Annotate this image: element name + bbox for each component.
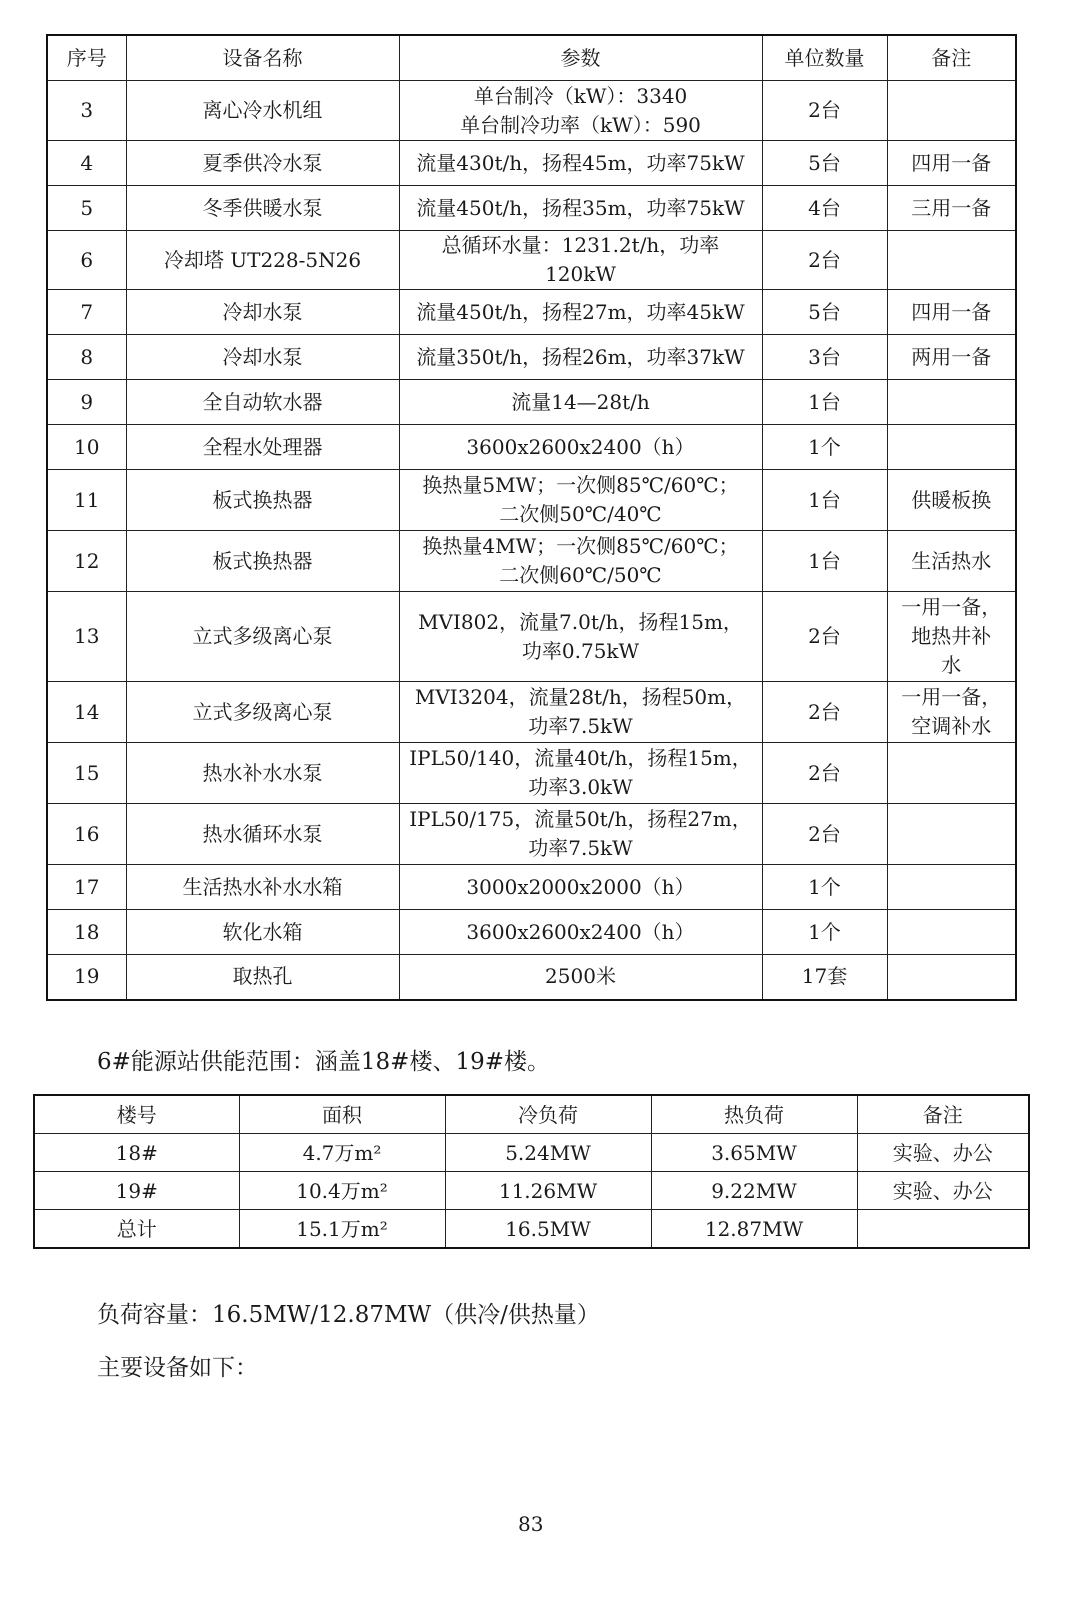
name-cell: 立式多级离心泵: [126, 592, 399, 682]
load-header-area: 面积: [239, 1095, 445, 1134]
table-row: [47, 955, 1016, 1000]
table-row: [47, 81, 1016, 141]
table-row: [47, 290, 1016, 335]
area-cell: 4.7万m²: [239, 1134, 445, 1172]
note-cell-line: 供暖板换: [911, 487, 992, 512]
params-cell: [399, 470, 762, 531]
params-cell: [399, 186, 762, 231]
params-cell: [399, 290, 762, 335]
qty-cell: 17套: [762, 955, 887, 1000]
qty-cell: 2台: [762, 743, 887, 804]
qty-cell: 3台: [762, 335, 887, 380]
building-cell: 总计: [34, 1210, 239, 1249]
cooling-load-cell: 5.24MW: [445, 1134, 651, 1172]
table-row: [47, 186, 1016, 231]
note-cell: [887, 335, 1016, 380]
header-note: 备注: [887, 35, 1016, 81]
name-cell: 全程水处理器: [126, 425, 399, 470]
name-cell: 夏季供冷水泵: [126, 141, 399, 186]
main-equipment-text: 主要设备如下：: [97, 1355, 258, 1381]
params-cell: [399, 592, 762, 682]
no-cell: 6: [47, 231, 126, 290]
params-cell: [399, 804, 762, 865]
equipment-table: [46, 34, 1017, 1001]
building-cell: 18#: [34, 1134, 239, 1172]
params-cell-line: 流量14—28t/h: [511, 389, 650, 414]
header-name: 设备名称: [126, 35, 399, 81]
params-cell: [399, 955, 762, 1000]
cooling-load-cell: 11.26MW: [445, 1172, 651, 1210]
load-header-note: 备注: [857, 1095, 1029, 1134]
qty-cell: 5台: [762, 141, 887, 186]
name-cell: 热水循环水泵: [126, 804, 399, 865]
equipment-header-row: [47, 35, 1016, 81]
name-cell: 取热孔: [126, 955, 399, 1000]
params-cell-line: 换热量4MW；一次侧85℃/60℃；: [422, 534, 739, 558]
no-cell: 10: [47, 425, 126, 470]
no-cell: 4: [47, 141, 126, 186]
load-header-heating: 热负荷: [651, 1095, 857, 1134]
params-cell: [399, 141, 762, 186]
table-row: [47, 910, 1016, 955]
params-cell-line: 总循环水量：1231.2t/h，功率: [441, 233, 720, 257]
params-cell-line: 3000x2000x2000（h）: [466, 874, 695, 899]
params-cell-line: 3600x2600x2400（h）: [466, 434, 695, 459]
params-cell-line: 功率7.5kW: [528, 836, 633, 860]
params-cell: [399, 81, 762, 141]
table-row: [47, 141, 1016, 186]
qty-cell: 1台: [762, 531, 887, 592]
load-header-row: [34, 1095, 1029, 1134]
params-cell-line: MVI3204，流量28t/h，扬程50m，: [414, 685, 747, 709]
params-cell: [399, 910, 762, 955]
params-cell: [399, 425, 762, 470]
cooling-load-cell: 16.5MW: [445, 1210, 651, 1249]
params-cell: [399, 380, 762, 425]
heating-load-cell: 9.22MW: [651, 1172, 857, 1210]
load-capacity-text: 负荷容量：16.5MW/12.87MW（供冷/供热量）: [97, 1302, 600, 1328]
qty-cell: 2台: [762, 81, 887, 141]
name-cell: 冷却水泵: [126, 335, 399, 380]
note-cell: [887, 682, 1016, 743]
params-cell-line: 3600x2600x2400（h）: [466, 919, 695, 944]
table-row: [34, 1210, 1029, 1249]
note-cell: [887, 425, 1016, 470]
note-cell-line: 地热井补: [911, 624, 992, 648]
params-cell-line: 二次侧50℃/40℃: [499, 502, 662, 526]
params-cell-line: IPL50/140，流量40t/h，扬程15m，: [409, 746, 752, 770]
params-cell-line: 2500米: [545, 964, 616, 989]
table-row: [34, 1172, 1029, 1210]
table-row: [47, 231, 1016, 290]
note-cell: [887, 470, 1016, 531]
name-cell: 热水补水水泵: [126, 743, 399, 804]
name-cell: 离心冷水机组: [126, 81, 399, 141]
no-cell: 12: [47, 531, 126, 592]
params-cell: [399, 743, 762, 804]
no-cell: 9: [47, 380, 126, 425]
qty-cell: 2台: [762, 231, 887, 290]
load-header-cooling: 冷负荷: [445, 1095, 651, 1134]
note-cell: 实验、办公: [857, 1172, 1029, 1210]
params-cell-line: 流量430t/h，扬程45m，功率75kW: [416, 150, 745, 175]
area-cell: 15.1万m²: [239, 1210, 445, 1249]
no-cell: 18: [47, 910, 126, 955]
table-row: [47, 682, 1016, 743]
qty-cell: 1个: [762, 425, 887, 470]
note-cell: [887, 380, 1016, 425]
note-cell: [887, 865, 1016, 910]
table-row: [47, 743, 1016, 804]
station-scope-text: 6#能源站供能范围：涵盖18#楼、19#楼。: [97, 1049, 550, 1075]
no-cell: 14: [47, 682, 126, 743]
table-row: [47, 865, 1016, 910]
note-cell: [887, 592, 1016, 682]
qty-cell: 1个: [762, 865, 887, 910]
note-cell-line: 生活热水: [911, 548, 992, 573]
table-row: [47, 380, 1016, 425]
table-row: [47, 531, 1016, 592]
name-cell: 全自动软水器: [126, 380, 399, 425]
note-cell-line: 四用一备: [911, 299, 992, 324]
name-cell: 冷却塔 UT228-5N26: [126, 231, 399, 290]
heating-load-cell: 3.65MW: [651, 1134, 857, 1172]
qty-cell: 2台: [762, 804, 887, 865]
params-cell-line: 单台制冷（kW）：3340: [473, 83, 688, 108]
qty-cell: 4台: [762, 186, 887, 231]
note-cell: [887, 743, 1016, 804]
note-cell-line: 水: [941, 653, 962, 677]
no-cell: 11: [47, 470, 126, 531]
qty-cell: 2台: [762, 682, 887, 743]
note-cell-line: 两用一备: [911, 344, 992, 369]
params-cell-line: 功率3.0kW: [528, 775, 633, 799]
note-cell: [887, 531, 1016, 592]
name-cell: 冬季供暖水泵: [126, 186, 399, 231]
note-cell: 实验、办公: [857, 1134, 1029, 1172]
params-cell-line: 流量350t/h，扬程26m，功率37kW: [416, 344, 745, 369]
name-cell: 软化水箱: [126, 910, 399, 955]
note-cell: [887, 910, 1016, 955]
params-cell: [399, 335, 762, 380]
params-cell-line: 换热量5MW；一次侧85℃/60℃；: [422, 473, 739, 497]
params-cell: [399, 682, 762, 743]
qty-cell: 1个: [762, 910, 887, 955]
name-cell: 板式换热器: [126, 470, 399, 531]
params-cell-line: 单台制冷功率（kW）：590: [460, 112, 701, 137]
note-cell: [887, 955, 1016, 1000]
params-cell: [399, 865, 762, 910]
qty-cell: 2台: [762, 592, 887, 682]
name-cell: 生活热水补水水箱: [126, 865, 399, 910]
params-cell-line: 功率0.75kW: [521, 638, 640, 663]
header-no: 序号: [47, 35, 126, 81]
params-cell: [399, 531, 762, 592]
qty-cell: 5台: [762, 290, 887, 335]
qty-cell: 1台: [762, 470, 887, 531]
table-row: [34, 1134, 1029, 1172]
table-row: [47, 335, 1016, 380]
table-row: [47, 592, 1016, 682]
params-cell-line: 二次侧60℃/50℃: [499, 563, 662, 587]
no-cell: 17: [47, 865, 126, 910]
note-cell-line: 一用一备，: [901, 685, 1002, 709]
note-cell: [887, 804, 1016, 865]
note-cell-line: 空调补水: [911, 714, 992, 738]
params-cell-line: 功率7.5kW: [528, 714, 633, 738]
params-cell-line: 120kW: [545, 262, 616, 286]
name-cell: 立式多级离心泵: [126, 682, 399, 743]
note-cell-line: 四用一备: [911, 150, 992, 175]
heating-load-cell: 12.87MW: [651, 1210, 857, 1249]
table-row: [47, 425, 1016, 470]
note-cell: [857, 1210, 1029, 1249]
no-cell: 3: [47, 81, 126, 141]
name-cell: 冷却水泵: [126, 290, 399, 335]
params-cell-line: IPL50/175，流量50t/h，扬程27m，: [409, 807, 752, 831]
name-cell: 板式换热器: [126, 531, 399, 592]
building-cell: 19#: [34, 1172, 239, 1210]
page-number: 83: [518, 1512, 544, 1536]
params-cell: [399, 231, 762, 290]
load-table: [33, 1094, 1030, 1249]
qty-cell: 1台: [762, 380, 887, 425]
note-cell: [887, 81, 1016, 141]
header-qty: 单位数量: [762, 35, 887, 81]
params-cell-line: 流量450t/h，扬程35m，功率75kW: [416, 195, 745, 220]
area-cell: 10.4万m²: [239, 1172, 445, 1210]
table-row: [47, 470, 1016, 531]
note-cell-line: 三用一备: [911, 195, 992, 220]
note-cell: [887, 141, 1016, 186]
note-cell-line: 一用一备，: [901, 595, 1002, 619]
no-cell: 19: [47, 955, 126, 1000]
note-cell: [887, 186, 1016, 231]
no-cell: 5: [47, 186, 126, 231]
note-cell: [887, 290, 1016, 335]
header-params: 参数: [399, 35, 762, 81]
table-row: [47, 804, 1016, 865]
no-cell: 7: [47, 290, 126, 335]
no-cell: 15: [47, 743, 126, 804]
no-cell: 13: [47, 592, 126, 682]
note-cell: [887, 231, 1016, 290]
load-header-building: 楼号: [34, 1095, 239, 1134]
no-cell: 8: [47, 335, 126, 380]
params-cell-line: MVI802，流量7.0t/h，扬程15m，: [418, 609, 743, 634]
params-cell-line: 流量450t/h，扬程27m，功率45kW: [416, 299, 745, 324]
no-cell: 16: [47, 804, 126, 865]
